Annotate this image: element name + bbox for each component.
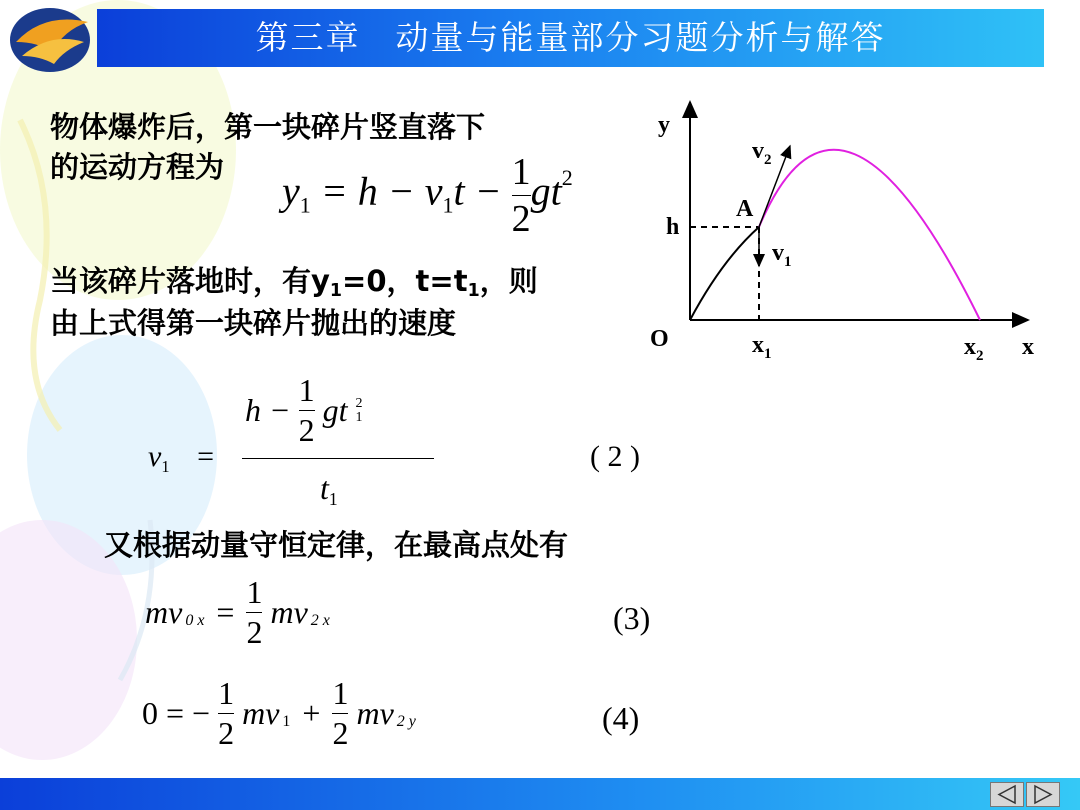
- line3-c: =: [429, 264, 454, 298]
- line3-t1: t: [453, 264, 468, 298]
- eq2-inner-den: 2: [298, 412, 315, 448]
- eq2-inner-num: 1: [298, 372, 315, 408]
- eq4-fraction-2: [332, 675, 348, 752]
- eq2-gt-indices: [355, 397, 362, 425]
- eq2-v: v: [148, 440, 162, 473]
- label-x1: $x_1$: [752, 332, 772, 362]
- prev-slide-button[interactable]: [990, 782, 1024, 807]
- logo-icon: [4, 2, 96, 74]
- eq4-num1: 1: [218, 675, 235, 711]
- eq4-den1: 2: [218, 715, 235, 751]
- eq2-h: h −: [245, 392, 291, 428]
- eq2-lhs: [148, 440, 214, 477]
- label-origin: O: [650, 326, 669, 352]
- eq1-sup: 2: [561, 164, 573, 190]
- eq3-eq: =: [216, 594, 235, 630]
- eq1-lhs: y: [282, 168, 300, 214]
- eq2-denominator: [320, 470, 338, 510]
- eq2-gt-sub: 1: [355, 409, 363, 425]
- label-v2: $v_2$: [752, 138, 772, 168]
- eq4-num2: 1: [332, 675, 349, 711]
- line3-y: y: [311, 264, 330, 298]
- eq4-label: (4): [602, 700, 640, 736]
- eq1-v-sub: 1: [442, 192, 454, 218]
- eq1-fraction: [512, 150, 531, 241]
- eq1-rhs: = h − v: [320, 168, 443, 214]
- eq1-t: t −: [453, 168, 502, 214]
- text-line-1: 物体爆炸后，第一块碎片竖直落下: [50, 110, 486, 144]
- eq3-label: (3): [613, 600, 651, 636]
- eq4-lhs: 0 = −: [142, 695, 211, 731]
- line3-t: t: [415, 264, 430, 298]
- fragment-2-trajectory: [759, 150, 980, 320]
- line3-d: ，则: [479, 264, 538, 298]
- eq3-rhs: mv: [270, 594, 308, 630]
- next-slide-button[interactable]: [1026, 782, 1060, 807]
- text-line-4: 由上式得第一块碎片抛出的速度: [50, 306, 457, 340]
- eq1-g: gt: [530, 168, 562, 214]
- eq4-plus: +: [302, 695, 321, 731]
- equation-4: [142, 675, 416, 752]
- page-title: 第三章 动量与能量部分习题分析与解答: [255, 18, 886, 57]
- triangle-right-icon: [1027, 783, 1059, 806]
- line3-a: 当该碎片落地时，有: [50, 264, 312, 298]
- triangle-left-icon: [991, 783, 1023, 806]
- eq2-t-sub: 1: [328, 489, 338, 510]
- eq2-v-sub: 1: [161, 456, 170, 476]
- eq3-fraction: [246, 574, 262, 651]
- eq2-gt: gt: [322, 392, 348, 428]
- eq3-rhs-sub: 2 x: [310, 611, 330, 629]
- label-a: A: [736, 196, 754, 222]
- label-v1: $v_1$: [772, 240, 792, 270]
- text-line-5: 又根据动量守恒定律，在最高点处有: [104, 528, 569, 562]
- eq3-num: 1: [246, 574, 263, 610]
- eq2-numerator: [245, 372, 362, 449]
- equation-1: [282, 150, 573, 241]
- label-x: x: [1022, 334, 1034, 360]
- title-bar: [97, 9, 1044, 67]
- eq1-den: 2: [511, 198, 531, 240]
- equation-3: [145, 574, 330, 651]
- eq4-mv1: mv: [242, 695, 280, 731]
- eq4-mv2: mv: [356, 695, 394, 731]
- label-y: y: [658, 112, 670, 138]
- eq2-label: ( 2 ): [590, 440, 640, 473]
- text-line-2: 的运动方程为: [50, 150, 225, 184]
- eq4-den2: 2: [332, 715, 349, 751]
- eq1-lhs-sub: 1: [299, 192, 311, 218]
- eq3-lhs: mv: [145, 594, 183, 630]
- eq2-fraction-bar: [242, 458, 434, 459]
- line3-y-sub: 1: [329, 281, 343, 302]
- eq2-eq: =: [197, 440, 214, 473]
- eq3-lhs-sub: 0 x: [185, 611, 205, 629]
- eq2-gt-sup: 2: [355, 395, 363, 411]
- text-line-3: [50, 262, 538, 310]
- trajectory-diagram: [640, 90, 1050, 370]
- label-x2: $x_2$: [964, 334, 984, 364]
- eq1-num: 1: [511, 151, 531, 193]
- eq2-t: t: [320, 470, 329, 506]
- eq3-den: 2: [246, 614, 263, 650]
- eq2-inner-fraction: [299, 372, 315, 449]
- line3-b: =0，: [342, 264, 416, 298]
- trajectory-before-explosion: [690, 227, 759, 320]
- eq4-mv1-sub: 1: [282, 712, 291, 730]
- label-h: h: [666, 214, 680, 240]
- line3-t1-sub: 1: [467, 281, 480, 302]
- bottom-bar: [0, 778, 1080, 810]
- eq4-mv2-sub: 2 y: [396, 712, 416, 730]
- eq4-fraction-1: [218, 675, 234, 752]
